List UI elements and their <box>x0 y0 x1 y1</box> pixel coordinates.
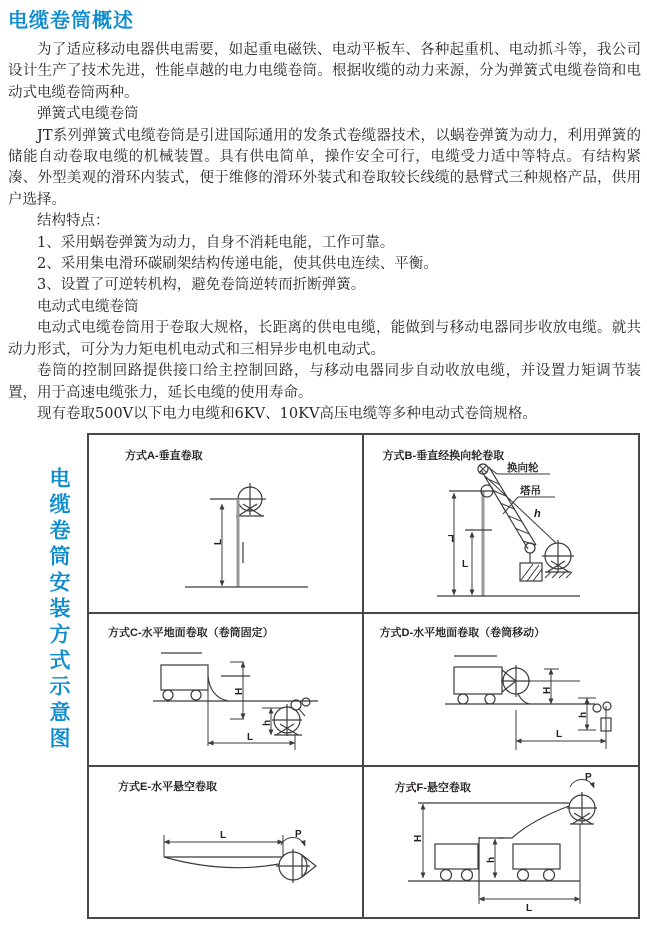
reel-symbol <box>567 792 597 824</box>
dim-label-L: L <box>213 538 224 545</box>
cart-symbol-right <box>513 844 560 881</box>
paragraph-control-desc: 卷筒的控制回路提供接口给主控制回路，与移动电器同步自动收放电缆，并设置力矩调节装置，用于高速电缆张力，延长电缆的使用寿命。 <box>8 363 641 401</box>
dimension-H <box>542 669 559 704</box>
paragraph-intro: 为了适应移动电器供电需要，如起重电磁铁、电动平板车、各种起重机、电动抓斗等，我公司设计生产了技术先进，性能卓越的电力电缆卷筒。根据收缆的动力来源，分为弹簧式电缆卷筒和电动式电缆卷筒两种。 <box>8 42 641 101</box>
dim-label-h: h <box>485 856 497 863</box>
dim-label-H: H <box>234 687 245 695</box>
dim-label-L-outer: L <box>447 532 454 543</box>
panel-c-title: 方式C-水平地面卷取（卷筒固定） <box>108 627 274 639</box>
page-title: 电缆卷筒概述 <box>8 10 134 32</box>
panel-d-title: 方式D-水平地面卷取（卷筒移动） <box>379 627 546 639</box>
paragraph-specs: 现有卷取500V以下电力电缆和6KV、10KV高压电缆等多种电动式卷筒规格。 <box>37 405 537 422</box>
panel-c <box>89 614 364 767</box>
reel-symbol <box>276 849 316 883</box>
cable-sag-curve <box>164 857 279 868</box>
boom-pivot-pedestal <box>520 543 542 581</box>
dim-label-h: h <box>262 719 273 726</box>
panel-f <box>364 767 639 917</box>
panel-a-title: 方式A-垂直卷取 <box>125 450 203 462</box>
article <box>8 4 641 425</box>
paragraph-feature-1: 1、采用蜗卷弹簧为动力，自身不消耗电能，工作可靠。 <box>37 234 395 251</box>
panel-d-diagram <box>364 614 638 767</box>
dimension-H <box>413 804 424 878</box>
dim-label-L: L <box>220 830 227 841</box>
paragraph-motor-desc: 电动式电缆卷筒用于卷取大规格，长距离的供电电缆，能做到与移动电器同步收放电缆。就共动力形式，可分为力矩电机电动式和三相异步电机电动式。 <box>8 320 641 358</box>
dimension-L-outer <box>447 493 453 595</box>
tower-crane-callout <box>503 484 555 514</box>
junction-post-symbol <box>593 702 611 749</box>
cart-symbol <box>161 665 208 700</box>
installation-diagram-grid <box>87 433 640 919</box>
dim-label-L: L <box>555 729 562 740</box>
panel-a <box>89 435 364 614</box>
panel-f-diagram <box>364 767 638 913</box>
dim-label-L: L <box>525 903 532 913</box>
paragraph-feature-3: 3、设置了可逆转机构，避免卷筒逆转而折断弹簧。 <box>37 277 366 294</box>
dimension-H <box>221 662 250 719</box>
dim-label-P: P <box>584 772 592 783</box>
panel-f-title: 方式F-悬空卷取 <box>394 782 471 794</box>
cable-catenary <box>498 806 569 838</box>
dim-label-h: h <box>577 711 589 718</box>
panel-e-title: 方式E-水平悬空卷取 <box>118 781 217 793</box>
panel-b-diagram <box>364 435 638 614</box>
diverter-wheel-label: 换向轮 <box>506 462 538 474</box>
pickup-post <box>479 837 504 896</box>
cart-symbol-left <box>435 844 478 881</box>
dim-label-L: L <box>247 732 254 743</box>
paragraph-feature-2: 2、采用集电滑环碳刷架结构传递电能，使其供电连续、平衡。 <box>37 256 438 273</box>
panel-b <box>364 435 639 614</box>
paragraph-features-heading: 结构特点： <box>37 213 110 230</box>
dim-label-H: H <box>541 686 553 694</box>
cable-curve <box>208 676 228 701</box>
reel-symbol <box>542 540 574 578</box>
reel-symbol <box>272 698 310 736</box>
dimension-L <box>164 830 283 857</box>
paragraph-motor-heading: 电动式电缆卷筒 <box>37 298 139 315</box>
dim-label-P: P <box>295 829 302 840</box>
dimension-L <box>213 504 224 586</box>
panel-e-diagram <box>89 767 362 913</box>
cable-label: h <box>533 508 541 520</box>
dimension-h <box>486 839 497 878</box>
panel-d <box>364 614 639 767</box>
panel-c-diagram <box>89 614 362 767</box>
panel-a-diagram <box>89 435 362 614</box>
paragraph-spring-desc: JT系列弹簧式电缆卷筒是引进国际通用的发条式卷缆器技术，以蜗卷弹簧为动力，利用弹簧的储能自动卷取电缆的机械装置。具有供电简单，操作安全可行，电缆受力适中等特点。有结构紧凑、外型美观的滑环内装式，便于维修的滑环外装式和卷取较长线缆的悬臂式三种规格产品，供用户选择。 <box>8 127 641 208</box>
paragraph-spring-heading: 弹簧式电缆卷筒 <box>37 106 139 123</box>
diverter-wheel-callout <box>488 461 550 474</box>
dimension-h <box>578 698 596 730</box>
dim-label-L-inner: L <box>461 559 468 570</box>
cart-symbol <box>454 667 502 704</box>
tower-crane-label: 塔吊 <box>519 485 541 497</box>
section-side-title: 电缆卷筒安装方式示意图 <box>47 467 70 753</box>
dim-label-H: H <box>412 834 424 842</box>
panel-b-title: 方式B-垂直经换向轮卷取 <box>382 450 505 462</box>
panel-e <box>89 767 364 917</box>
dimension-L-inner <box>462 530 492 595</box>
reel-on-cart-symbol <box>501 665 531 704</box>
